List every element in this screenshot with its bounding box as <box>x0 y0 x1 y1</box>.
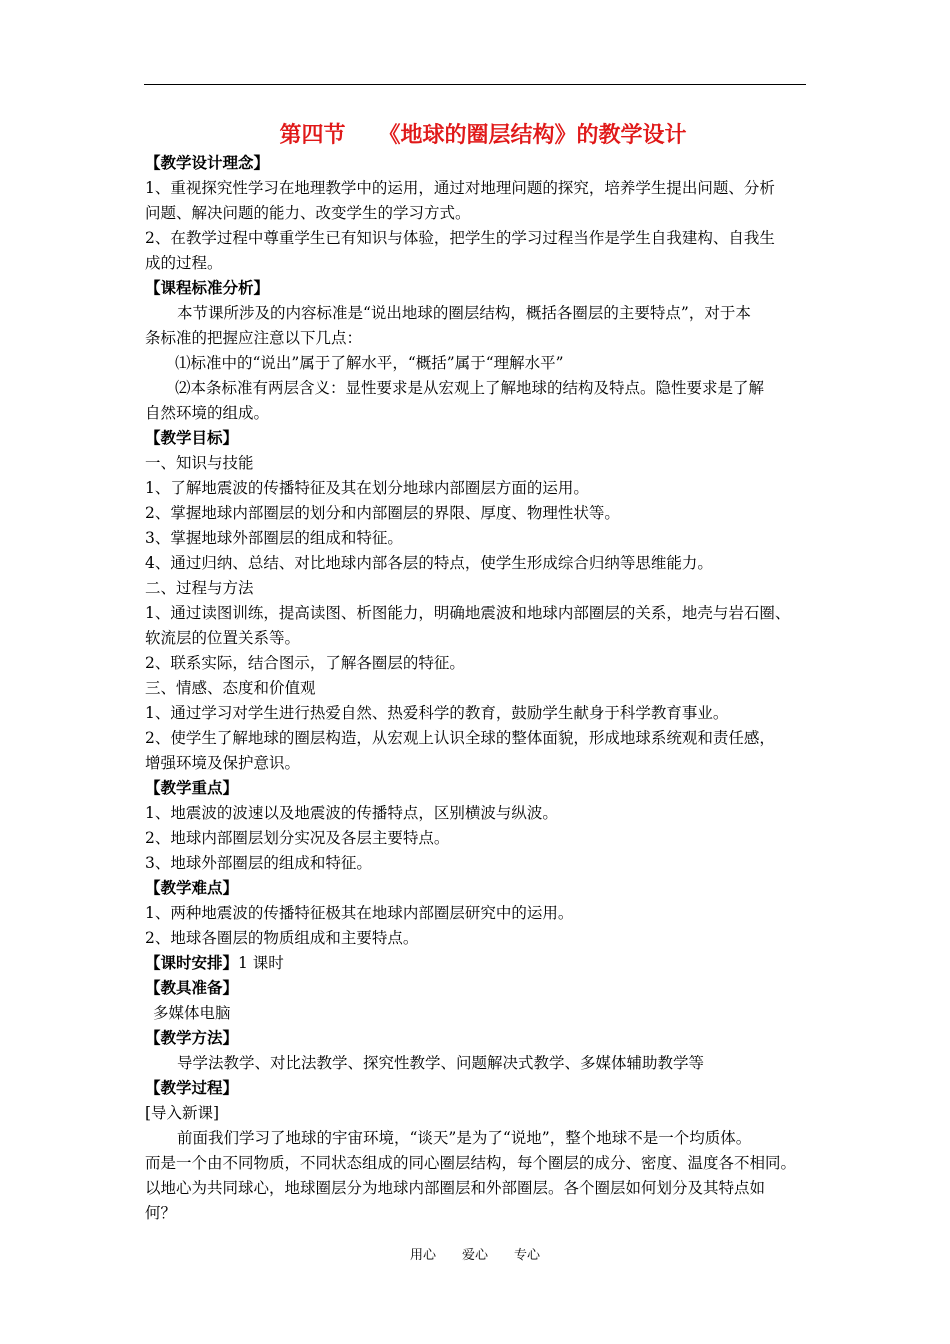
paragraph-line: 条标准的把握应注意以下几点： <box>145 329 363 347</box>
schedule-line <box>145 951 811 976</box>
list-item: 增强环境及保护意识。 <box>145 754 301 772</box>
heading-schedule: 【课时安排】 <box>145 954 239 972</box>
paragraph-line: 本节课所涉及的内容标准是“说出地球的圈层结构，概括各圈层的主要特点”，对于本 <box>177 304 751 322</box>
heading-materials: 【教具准备】 <box>145 979 239 997</box>
subheading-process: 二、过程与方法 <box>145 579 254 597</box>
paragraph-line: 2、在教学过程中尊重学生已有知识与体验，把学生的学习过程当作是学生自我建构、自我生 <box>145 229 775 247</box>
list-item: 1、地震波的波速以及地震波的传播特点，区别横波与纵波。 <box>145 804 558 822</box>
paragraph-line: 1、重视探究性学习在地理教学中的运用，通过对地理问题的探究，培养学生提出问题、分析 <box>145 179 775 197</box>
paragraph-line: ⑵本条标准有两层含义：显性要求是从宏观上了解地球的结构及特点。隐性要求是了解 <box>175 379 765 397</box>
heading-standard-analysis: 【课程标准分析】 <box>145 279 270 297</box>
header-rule <box>144 84 806 85</box>
page-footer: 用心 爱心 专心 <box>409 1248 540 1263</box>
list-item: 2、地球内部圈层划分实况及各层主要特点。 <box>145 829 450 847</box>
list-item: 2、地球各圈层的物质组成和主要特点。 <box>145 929 419 947</box>
paragraph-line: 自然环境的组成。 <box>145 404 270 422</box>
list-item: 4、通过归纳、总结、对比地球内部各层的特点，使学生形成综合归纳等思维能力。 <box>145 554 713 572</box>
subheading-introduction: [导入新课] <box>145 1104 220 1122</box>
paragraph-line: 何？ <box>145 1204 177 1222</box>
list-item: 1、通过学习对学生进行热爱自然、热爱科学的教育，鼓励学生献身于科学教育事业。 <box>145 704 729 722</box>
schedule-value: 1 课时 <box>238 954 284 972</box>
methods-value: 导学法教学、对比法教学、探究性教学、问题解决式教学、多媒体辅助教学等 <box>177 1054 705 1072</box>
paragraph-line: 成的过程。 <box>145 254 223 272</box>
document-body <box>145 121 811 1226</box>
paragraph-line: 以地心为共同球心，地球圈层分为地球内部圈层和外部圈层。各个圈层如何划分及其特点如 <box>145 1179 766 1197</box>
paragraph-line: ⑴标准中的“说出”属于了解水平，“概括”属于“理解水平” <box>175 354 564 372</box>
page-title: 第四节 《地球的圈层结构》的教学设计 <box>279 123 687 148</box>
paragraph-line: 问题、解决问题的能力、改变学生的学习方式。 <box>145 204 471 222</box>
list-item: 1、通过读图训练，提高读图、析图能力，明确地震波和地球内部圈层的关系，地壳与岩石圈、 <box>145 604 791 622</box>
heading-process: 【教学过程】 <box>145 1079 239 1097</box>
list-item: 软流层的位置关系等。 <box>145 629 301 647</box>
paragraph-line: 前面我们学习了地球的宇宙环境，“谈天”是为了“说地”，整个地球不是一个均质体。 <box>177 1129 752 1147</box>
subheading-knowledge: 一、知识与技能 <box>145 454 254 472</box>
heading-methods: 【教学方法】 <box>145 1029 239 1047</box>
heading-design-concept: 【教学设计理念】 <box>145 154 270 172</box>
list-item: 3、地球外部圈层的组成和特征。 <box>145 854 372 872</box>
list-item: 1、两种地震波的传播特征极其在地球内部圈层研究中的运用。 <box>145 904 574 922</box>
paragraph-line: 而是一个由不同物质，不同状态组成的同心圈层结构，每个圈层的成分、密度、温度各不相同。 <box>145 1154 797 1172</box>
materials-value: 多媒体电脑 <box>153 1004 231 1022</box>
list-item: 2、掌握地球内部圈层的划分和内部圈层的界限、厚度、物理性状等。 <box>145 504 620 522</box>
subheading-values: 三、情感、态度和价值观 <box>145 679 316 697</box>
heading-key-points: 【教学重点】 <box>145 779 239 797</box>
heading-difficulties: 【教学难点】 <box>145 879 239 897</box>
heading-objectives: 【教学目标】 <box>145 429 239 447</box>
list-item: 3、掌握地球外部圈层的组成和特征。 <box>145 529 403 547</box>
list-item: 1、了解地震波的传播特征及其在划分地球内部圈层方面的运用。 <box>145 479 589 497</box>
list-item: 2、使学生了解地球的圈层构造，从宏观上认识全球的整体面貌，形成地球系统观和责任感， <box>145 729 775 747</box>
list-item: 2、联系实际，结合图示，了解各圈层的特征。 <box>145 654 465 672</box>
